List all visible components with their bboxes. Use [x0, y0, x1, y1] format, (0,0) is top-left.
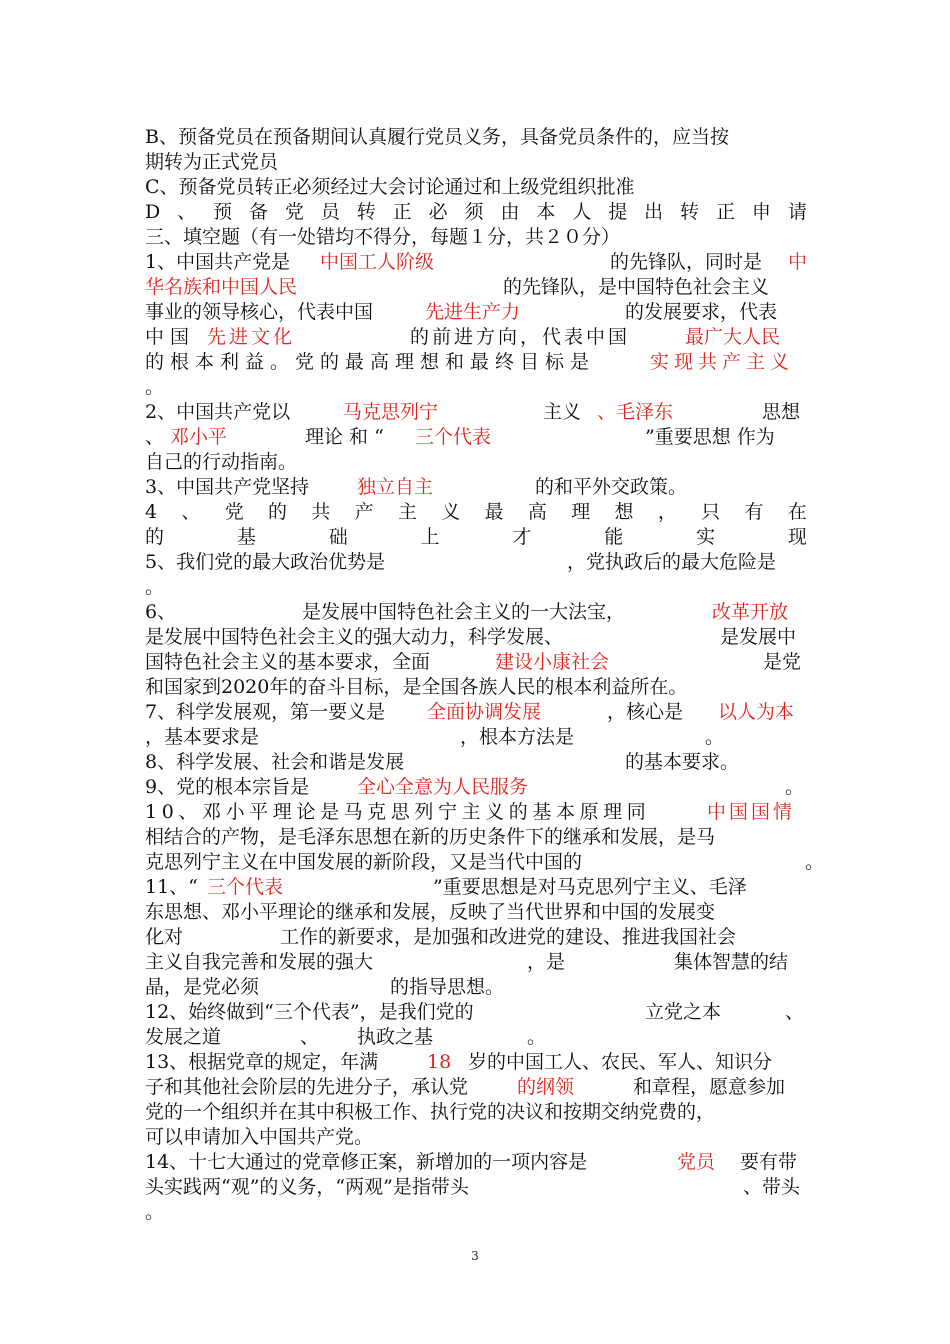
q6-line1: 6、 是发展中国特色社会主义的一大法宝， 改革开放	[145, 601, 789, 623]
answer-text: 实现共产主义	[650, 351, 795, 373]
q7-line2: ，基本要求是 ，根本方法是 。	[145, 726, 725, 748]
section-heading: 三、填空题（有一处错均不得分，每题１分，共２０分）	[145, 226, 621, 248]
q11-line1: 11、“ 三个代表 ”重要思想是对马克思列宁主义、毛泽	[145, 876, 747, 898]
q11-line5: 晶，是党必须 的指导思想。	[145, 976, 505, 998]
q2-line3: 自己的行动指南。	[145, 451, 298, 473]
answer-text: 18	[427, 1051, 452, 1073]
answer-text: 三个代表	[415, 426, 492, 448]
q1-line5: 的根本利益。党的最高理想和最终目标是 实现共产主义	[145, 351, 795, 373]
q1-line1: 1、中国共产党是 中国工人阶级 的先锋队，同时是 中	[145, 251, 808, 273]
answer-text: 全面协调发展	[427, 701, 542, 723]
q14-line1: 14、十七大通过的党章修正案，新增加的一项内容是 党员 要有带	[145, 1151, 798, 1173]
answer-text: 改革开放	[712, 601, 789, 623]
option-d-line: D 、 预 备 党 员 转 正 必 须 由 本 人 提 出 转 正 申 请	[145, 201, 807, 223]
q2-line2: 、 邓小平 理论 和 “ 三个代表 ”重要思想 作为	[145, 426, 775, 448]
q4-line1: 4 、 党 的 共 产 主 义 最 高 理 想 ， 只 有 在	[145, 501, 807, 523]
answer-text: 华名族和中国人民	[145, 276, 298, 298]
q13-line3: 党的一个组织并在其中积极工作、执行党的决议和按期交纳党费的，	[145, 1101, 716, 1123]
q8-line: 8、科学发展、社会和谐是发展 的基本要求。	[145, 751, 740, 773]
q14-line2: 头实践两“观”的义务，“两观”是指带头 、带头	[145, 1176, 801, 1198]
q12-line1: 12、始终做到“三个代表”，是我们党的 立党之本 、	[145, 1001, 805, 1023]
answer-text: 中国工人阶级	[320, 251, 435, 273]
q11-line4: 主义自我完善和发展的强大 ，是 集体智慧的结	[145, 951, 789, 973]
q11-line2: 东思想、邓小平理论的继承和发展，反映了当代世界和中国的发展变	[145, 901, 716, 923]
answer-text: 三个代表	[207, 876, 284, 898]
q10-line1: 10、邓小平理论是马克思列宁主义的基本原理同 中国国情	[145, 801, 796, 823]
answer-text: 、毛泽东	[597, 401, 674, 423]
q1-line4: 中 国 先进文化 的前进方向，代表中国 最广大人民	[145, 326, 781, 348]
q12-line2: 发展之道 、 执政之基 。	[145, 1026, 547, 1048]
q13-line4: 可以申请加入中国共产党。	[145, 1126, 374, 1148]
q6-line2: 是发展中国特色社会主义的强大动力，科学发展、 是发展中	[145, 626, 797, 648]
option-c-line: C、预备党员转正必须经过大会讨论通过和上级党组织批准	[145, 176, 635, 198]
q10-line3: 克思列宁主义在中国发展的新阶段，又是当代中国的 。	[145, 851, 825, 873]
answer-text: 党员	[677, 1151, 716, 1173]
answer-text: 马克思列宁	[343, 401, 439, 423]
q14-line3: 。	[145, 1201, 165, 1223]
q6-line4: 和国家到2020年的奋斗目标，是全国各族人民的根本利益所在。	[145, 676, 688, 698]
q10-line2: 相结合的产物，是毛泽东思想在新的历史条件下的继承和发展，是马	[145, 826, 716, 848]
answer-text: 最广大人民	[685, 326, 781, 348]
answer-text: 中	[788, 251, 808, 273]
answer-text: 先进文化	[207, 326, 296, 348]
q4-line2: 的 基 础 上 才 能 实 现	[145, 526, 807, 548]
q7-line1: 7、科学发展观，第一要义是 全面协调发展 ，核心是 以人为本	[145, 701, 795, 723]
q9-line: 9、党的根本宗旨是 全心全意为人民服务 。	[145, 776, 805, 798]
option-b-line1: B、预备党员在预备期间认真履行党员义务，具备党员条件的，应当按	[145, 126, 729, 148]
q3-line: 3、中国共产党坚持 独立自主 的和平外交政策。	[145, 476, 688, 498]
answer-text: 的纲领	[517, 1076, 575, 1098]
q1-line6: 。	[145, 376, 165, 398]
q6-line3: 国特色社会主义的基本要求，全面 建设小康社会 是党	[145, 651, 802, 673]
q13-line2: 子和其他社会阶层的先进分子，承认党 的纲领 和章程，愿意参加	[145, 1076, 786, 1098]
answer-text: 先进生产力	[425, 301, 521, 323]
q1-line3: 事业的领导核心，代表中国 先进生产力 的发展要求，代表	[145, 301, 778, 323]
q5-line1: 5、我们党的最大政治优势是 ，党执政后的最大危险是	[145, 551, 777, 573]
q5-line2: 。	[145, 576, 165, 598]
q1-line2: 华名族和中国人民 的先锋队，是中国特色社会主义	[145, 276, 770, 298]
page-number: 3	[471, 1249, 479, 1263]
answer-text: 以人为本	[718, 701, 795, 723]
answer-text: 邓小平	[170, 426, 228, 448]
q13-line1: 13、根据党章的规定，年满 18 岁的中国工人、农民、军人、知识分	[145, 1051, 773, 1073]
option-b-line2: 期转为正式党员	[145, 151, 279, 173]
answer-text: 独立自主	[357, 476, 434, 498]
q11-line3: 化对 工作的新要求，是加强和改进党的建设、推进我国社会	[145, 926, 737, 948]
answer-text: 建设小康社会	[495, 651, 610, 673]
answer-text: 全心全意为人民服务	[357, 776, 529, 798]
answer-text: 中国国情	[707, 801, 796, 823]
q2-line1: 2、中国共产党以 马克思列宁 主义 、毛泽东 思想	[145, 401, 801, 423]
